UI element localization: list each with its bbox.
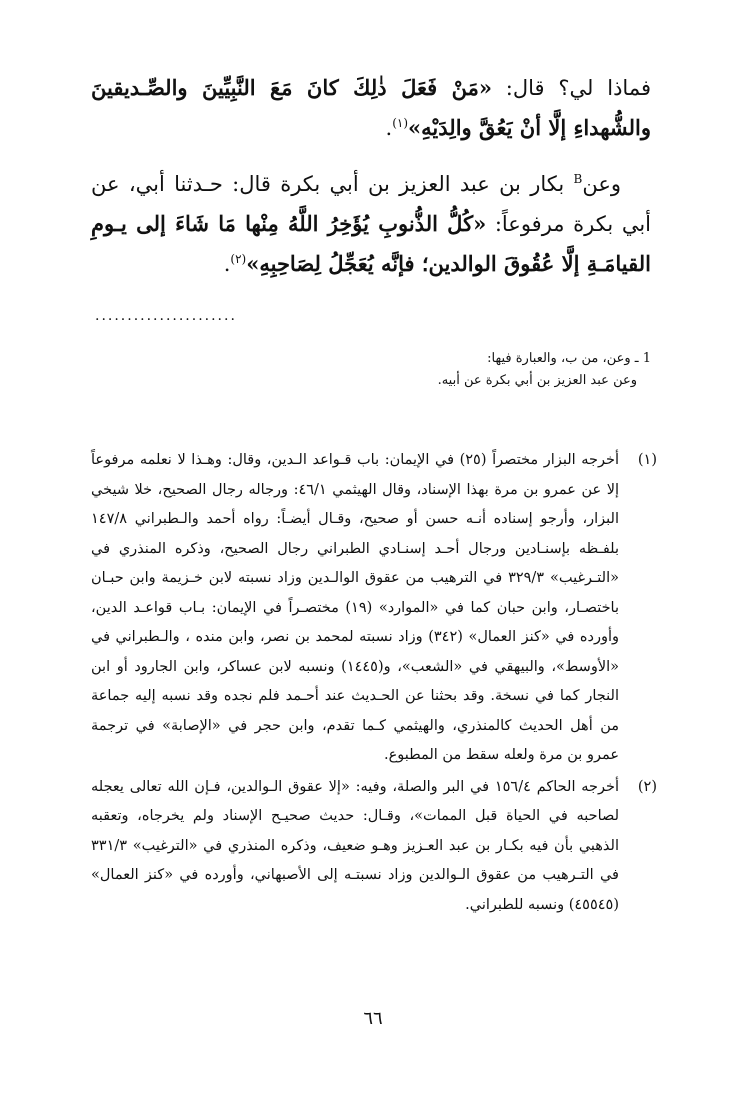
- main-paragraph-2: [91, 164, 651, 284]
- footnote-ref-1: (١): [392, 116, 409, 130]
- footnote-1-number: (١): [637, 452, 657, 468]
- main-paragraph-1: [91, 68, 651, 148]
- p2-end-punctuation: .: [223, 252, 231, 276]
- footnote-2-text: أخرجه الحاكم ١٥٦/٤ في البر والصلة، وفيه: «إلا عقوق الـوالدين، فـإن الله تعالى يعجله لصاحبه في الحياة قبل الممات»، وقـال: حديث صحيـح الإسناد ولم يخرجاه، وتعقبه الذهبي بأن فيه بكـار بن عبد العـزيز وهـو ضعيف، وذكره المنذري في «الترغيب» ٣٣١/٣ في التـرهيب من عقوق الـوالدين وزاد نسبتـه إلى الأصبهاني، وأورده في «كنز العمال» (٤٥٥٤٥) ونسبه للطبراني.: [91, 778, 619, 913]
- footnote-ref-2: (٢): [230, 252, 247, 266]
- footnote-2-number: (٢): [637, 778, 657, 795]
- variant-note-line-1: 1 ـ وعن، من ب، والعبارة فيها:: [487, 351, 651, 366]
- p2-hadith-quote: «كُلُّ الذُّنوبِ يُؤَخِرُ اللَّهُ مِنْها مَا شَاءَ إلى يـومِ القيامَـةِ إلَّا عُقُوقَ الوالدين؛ فإنَّه يُعَجِّلُ لِصَاحِبِهِ»: [91, 211, 651, 276]
- footnote-2: [91, 773, 657, 921]
- p1-hadith-quote: «مَنْ فَعَلَ ذٰلِكَ كانَ مَعَ النَّبِيِّينَ والصِّـديقينَ والشُّهداءِ إلَّا أنْ يَعُقَّ والِدَيْهِ»: [91, 75, 651, 140]
- main-text: [91, 68, 651, 284]
- p2-isnad: بكار بن عبد العزيز بن أبي بكرة قال: حـدثنا أبي، عن أبي بكرة مرفوعاً:: [91, 172, 652, 236]
- footnote-1-text: أخرجه البزار مختصراً (٢٥) في الإيمان: باب قـواعد الـدين، وقال: وهـذا لا نعلمه مرفوعاً إلا عن عمرو بن مرة بهذا الإسناد، وقال الهيثمي ٤٦/١: ورجاله رجال الصحيح، خلا شيخي البزار، وأرجو إسناده أنـه حسن أو صحيح، وقـال أيضـاً: رواه أحمد والـطبراني ١٤٧/٨ بلفـظه بإسنـادين ورجال أحـد إسنـادي الطبراني رجال الصحيح، وذكره المنذري في «التـرغيب» ٣٢٩/٣ في الترهيب من عقوق الوالـدين وزاد نسبته لابن خـزيمة وابن حبـان باختصـار، وابن حبان كما في «الموارد» (١٩) مختصـراً في الإيمان: بـاب قواعـد الدين، وأورده في «كنز العمال» (٣٤٢) وزاد نسبته لمحمد بن نصر، وابن منده ، والـطبراني في «الأوسط»، والبيهقي في «الشعب»، و(١٤٤٥) ونسبه لابن عساكر، وابن الجارود أو ابن النجار كما في نسخة. وقد بحثنا عن الحـديث عند أحـمد فلم نجده وقد نسبه إليه جماعة من أهل الحديث كالمنذري، والهيثمي كـما تقدم، وابن حجر في «الإصابة» في ترجمة عمرو بن مرة ولعله سقط من المطبوع.: [91, 452, 620, 763]
- p2-lead: وعن: [582, 172, 621, 196]
- variant-note: [91, 348, 651, 392]
- variant-note-line-2: وعن عبد العزيز بن أبي بكرة عن أبيه.: [437, 373, 637, 388]
- variant-marker: B: [573, 172, 583, 186]
- p1-end-punctuation: .: [385, 116, 393, 140]
- p1-intro: فماذا لي؟ قال:: [491, 76, 652, 100]
- page-number: ٦٦: [363, 1008, 383, 1029]
- section-separator: ......................: [95, 308, 237, 324]
- footnotes: [91, 446, 657, 920]
- footnote-1: [91, 446, 657, 771]
